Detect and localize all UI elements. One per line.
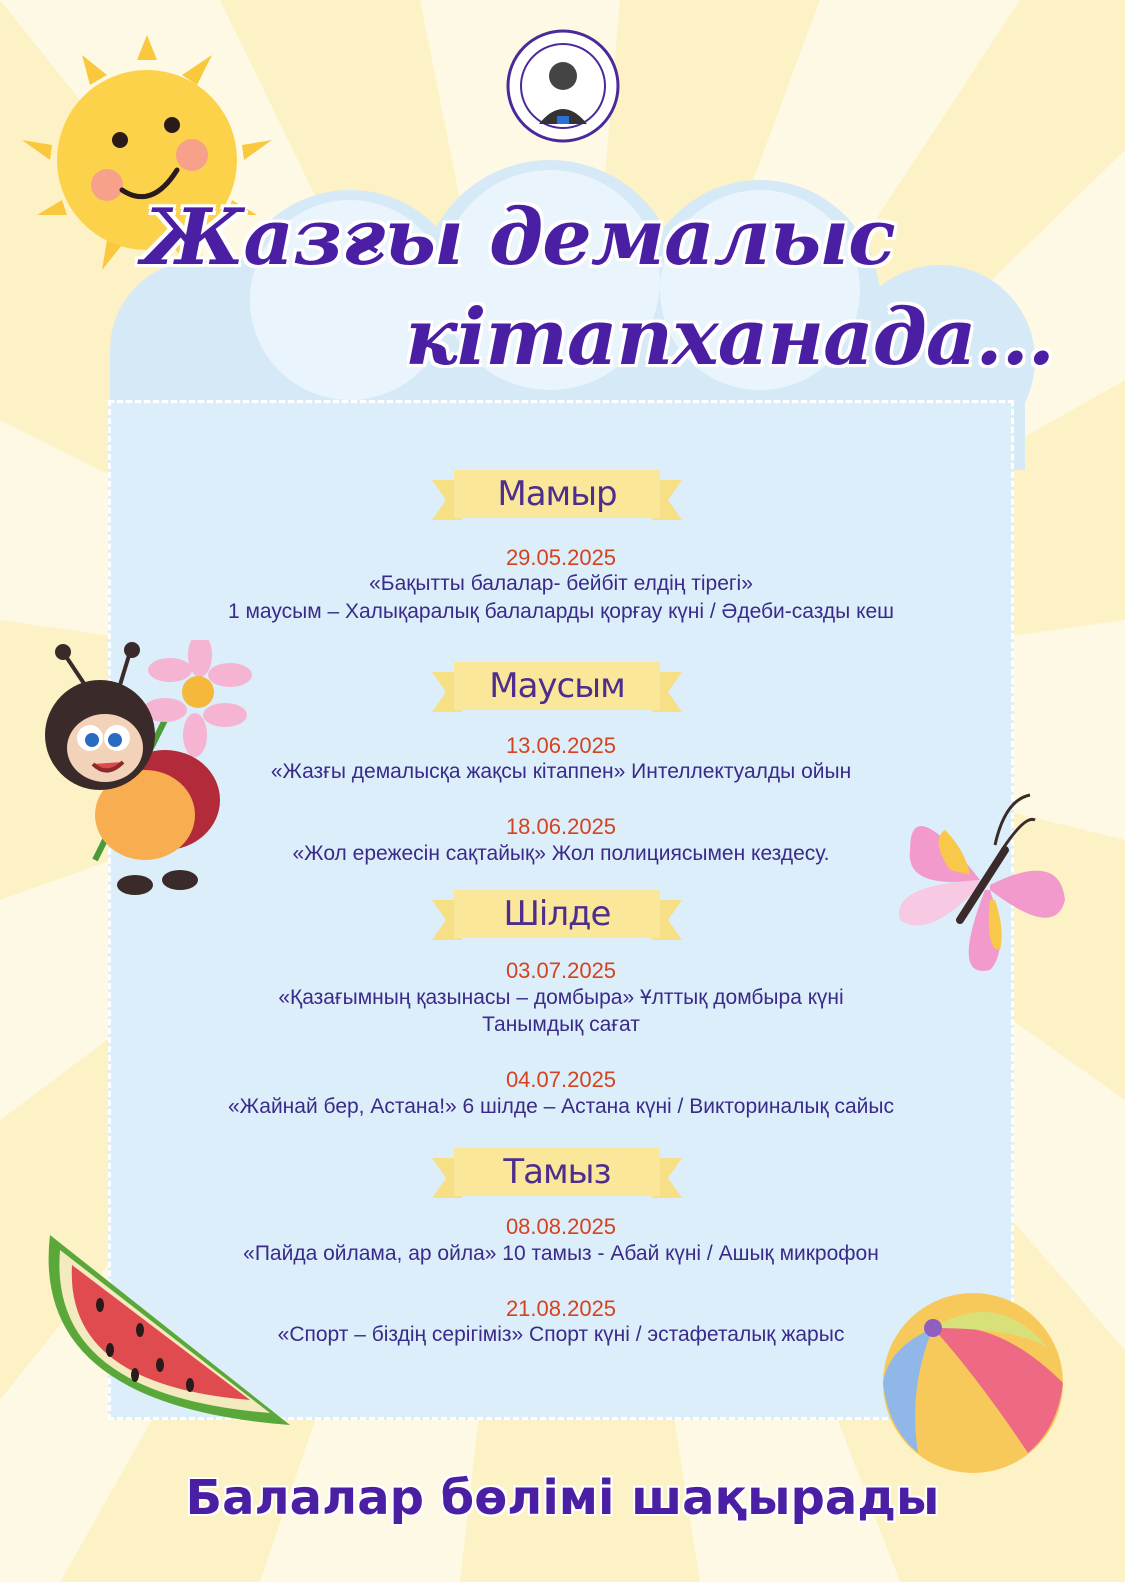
event-title: «Жайнай бер, Астана!» 6 шілде – Астана күні / Викториналық сайыс xyxy=(227,1095,895,1118)
event-date: 03.07.2025 xyxy=(505,958,617,983)
event-description: Танымдық сағат xyxy=(482,1013,640,1036)
event-title: «Жазғы демалысқа жақсы кітаппен» Интеллектуалды ойын xyxy=(270,760,852,783)
event-date: 04.07.2025 xyxy=(505,1067,617,1092)
footer-invitation: Балалар бөлімі шақырады xyxy=(185,1470,940,1526)
page-title-line1: Жазғы демалыс xyxy=(142,192,895,283)
month-ribbon-june xyxy=(432,660,682,718)
event-date: 29.05.2025 xyxy=(505,545,617,570)
event-description: 1 маусым – Халықаралық балаларды қорғау күні / Әдеби-сазды кеш xyxy=(227,600,895,623)
month-label: Шілде xyxy=(503,894,611,934)
ladybug-icon xyxy=(15,640,255,900)
month-ribbon-august xyxy=(432,1146,682,1204)
beach-ball-icon xyxy=(878,1288,1068,1478)
event-title: «Спорт – біздің серігіміз» Спорт күні / эстафеталық жарыс xyxy=(277,1323,845,1346)
event-date: 13.06.2025 xyxy=(505,733,617,758)
month-label: Мамыр xyxy=(497,474,617,514)
event-title: «Пайда ойлама, ар ойла» 10 тамыз - Абай күні / Ашық микрофон xyxy=(243,1242,879,1265)
month-ribbon-july xyxy=(432,888,682,946)
month-label: Маусым xyxy=(489,666,625,706)
month-ribbon-may xyxy=(432,468,682,526)
event-date: 21.08.2025 xyxy=(505,1296,617,1321)
watermelon-icon xyxy=(30,1225,295,1455)
page-title-line2: кітапханада... xyxy=(405,292,1054,383)
event-date: 18.06.2025 xyxy=(505,814,617,839)
event-title: «Қазағымның қазынасы – домбыра» Ұлттық домбыра күні xyxy=(278,986,844,1009)
event-title: «Бақытты балалар- бейбіт елдің тірегі» xyxy=(369,572,753,595)
event-title: «Жол ережесін сақтайық» Жол полициясымен кездесу. xyxy=(292,842,830,865)
event-date: 08.08.2025 xyxy=(505,1214,617,1239)
butterfly-icon xyxy=(890,790,1080,980)
month-label: Тамыз xyxy=(503,1152,611,1192)
library-logo xyxy=(505,28,621,144)
